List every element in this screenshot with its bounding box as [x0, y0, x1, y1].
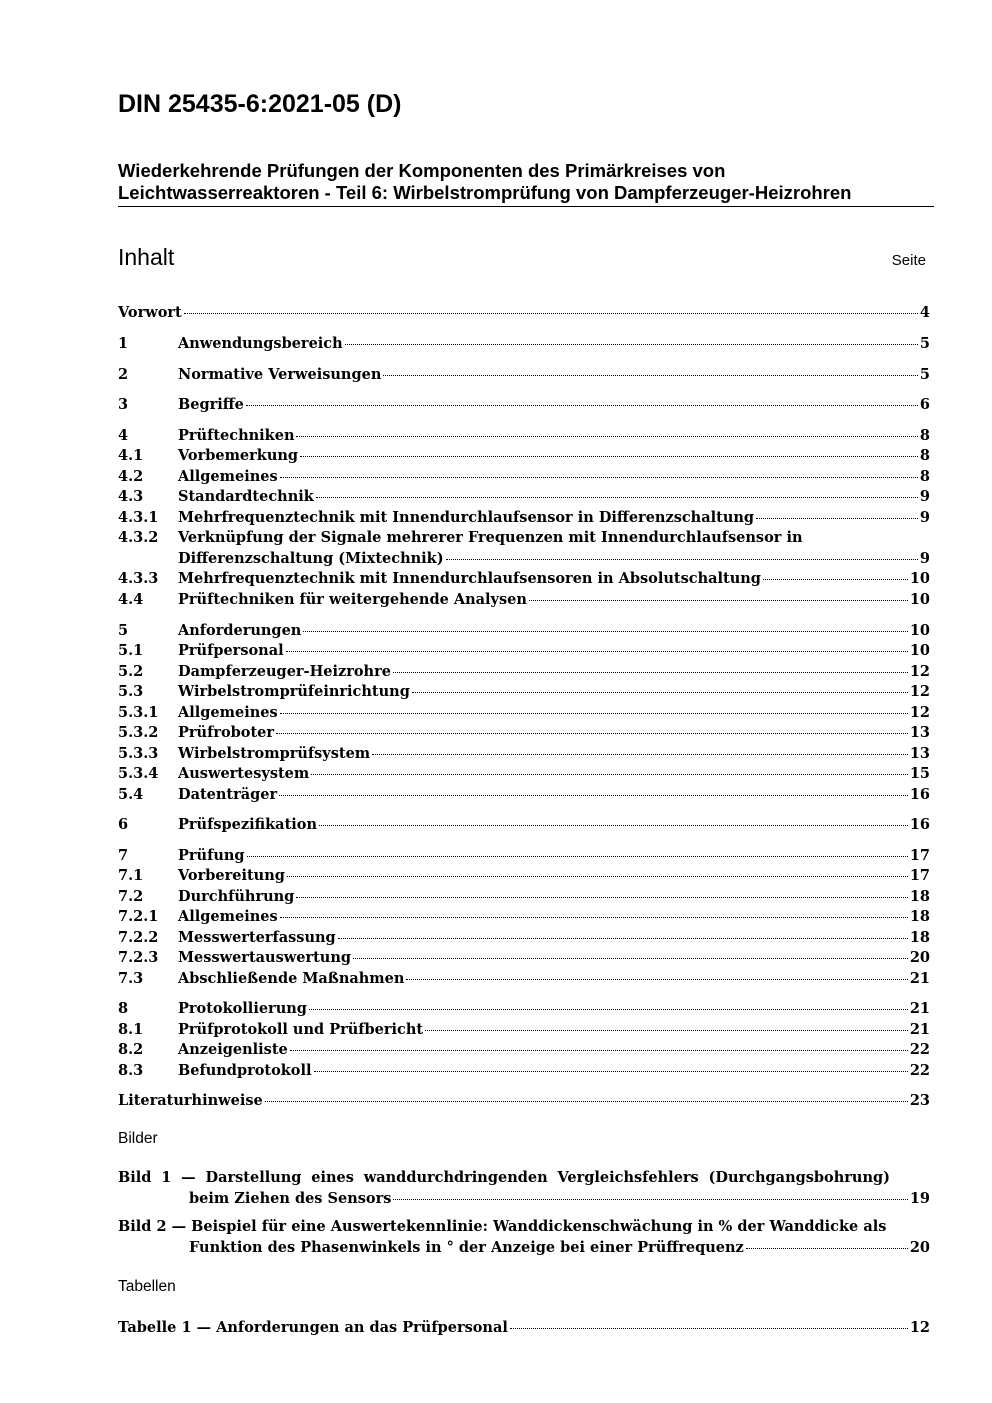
toc-entry-number: 4 — [118, 427, 129, 444]
toc-entry[interactable] — [118, 866, 930, 887]
toc-entry-line — [178, 334, 930, 355]
dot-leader — [353, 958, 908, 959]
dot-leader — [314, 1071, 908, 1072]
toc-entry-line — [178, 999, 930, 1020]
toc-entry-title: Anzeigenliste — [178, 1041, 288, 1058]
toc-entry-title: Allgemeines — [178, 704, 278, 721]
toc-entry-title: Literaturhinweise — [118, 1092, 263, 1109]
dot-leader — [296, 436, 917, 437]
toc-entry-title: Messwertauswertung — [178, 949, 352, 966]
toc-entry-line — [178, 549, 930, 570]
toc-entry-line — [178, 426, 930, 447]
toc-entry-title: Mehrfrequenztechnik mit Innendurchlaufsensor in Differenzschaltung — [178, 509, 755, 526]
dot-leader — [296, 897, 908, 898]
toc-entry-title: Allgemeines — [178, 908, 278, 925]
dot-leader — [184, 313, 918, 314]
figure-entry-title-line1: Bild 1 — Darstellung eines wanddurchdringenden Vergleichsfehlers (Durchgangsbohrung) — [118, 1169, 890, 1186]
toc-entry[interactable] — [118, 528, 930, 569]
toc-entry[interactable] — [118, 999, 930, 1020]
toc-entry-number: 5.4 — [118, 786, 144, 803]
toc-entry-number: 4.3.3 — [118, 570, 159, 587]
toc-entry-title: Prüfpersonal — [178, 642, 284, 659]
toc-entry-number: 8.2 — [118, 1041, 144, 1058]
figure-entry-page: 20 — [909, 1238, 930, 1256]
dot-leader — [425, 1030, 908, 1031]
toc-entry-number: 6 — [118, 816, 129, 833]
toc-entry[interactable] — [118, 703, 930, 724]
toc-entry-line — [178, 785, 930, 806]
toc-entry-line — [178, 395, 930, 416]
dot-leader — [290, 1050, 908, 1051]
toc-entry-number: 4.1 — [118, 447, 144, 464]
figure-entry-1[interactable] — [118, 1168, 930, 1209]
toc-entry-number: 4.3.1 — [118, 509, 159, 526]
toc-entry-title: Datenträger — [178, 786, 278, 803]
toc-entry[interactable] — [118, 815, 930, 836]
toc-entry-line — [178, 365, 930, 386]
figure-entry-line2 — [189, 1189, 930, 1210]
toc-entry-title-line1: Verknüpfung der Signale mehrerer Frequenzen mit Innendurchlaufsensor in — [178, 529, 803, 546]
toc-entry-title: Prüftechniken für weitergehende Analysen — [178, 591, 527, 608]
dot-leader — [406, 979, 907, 980]
toc-entry-title: Durchführung — [178, 888, 295, 905]
toc-entry-line — [178, 621, 930, 642]
toc-entry[interactable] — [118, 446, 930, 467]
toc-entry-page: 5 — [919, 366, 930, 383]
toc-entry-page: 17 — [909, 847, 930, 864]
figure-entry-title-line2: Funktion des Phasenwinkels in ° der Anzeige bei einer Prüffrequenz — [189, 1238, 744, 1256]
toc-entry[interactable] — [118, 682, 930, 703]
dot-leader — [446, 559, 918, 560]
toc-entry-number: 7.2.2 — [118, 929, 159, 946]
toc-entry[interactable] — [118, 467, 930, 488]
toc-entry-number: 3 — [118, 396, 129, 413]
toc-entry[interactable] — [118, 569, 930, 590]
toc-entry-page: 17 — [909, 867, 930, 884]
toc-entry-title: Prüfroboter — [178, 724, 275, 741]
toc-entry-number: 7.2 — [118, 888, 144, 905]
toc-entry[interactable] — [118, 426, 930, 447]
toc-entry-line — [178, 887, 930, 908]
toc-entry[interactable] — [118, 365, 930, 386]
toc-entry-line — [178, 1061, 930, 1082]
toc-entry[interactable] — [118, 969, 930, 990]
dot-leader — [319, 825, 908, 826]
toc-entry-page: 12 — [909, 663, 930, 680]
toc-entry-number: 5.1 — [118, 642, 144, 659]
toc-entry-page: 18 — [909, 929, 930, 946]
toc-entry-title: Differenzschaltung (Mixtechnik) — [178, 549, 444, 567]
toc-entry-page: 13 — [909, 745, 930, 762]
dot-leader — [246, 405, 918, 406]
toc-entry-number: 5 — [118, 622, 129, 639]
toc-entry-page: 4 — [919, 304, 930, 321]
toc-entry-number: 7.2.3 — [118, 949, 159, 966]
toc-entry-line — [178, 866, 930, 887]
page-column-label: Seite — [891, 252, 926, 269]
toc-entry[interactable] — [118, 1091, 930, 1112]
toc-entry-page: 18 — [909, 888, 930, 905]
toc-entry-line — [178, 928, 930, 949]
toc-entry-number: 2 — [118, 366, 129, 383]
dot-leader — [247, 856, 908, 857]
toc-entry[interactable] — [118, 1040, 930, 1061]
toc-entry-page: 15 — [909, 765, 930, 782]
toc-entry-page: 8 — [919, 427, 930, 444]
toc-entry-number: 4.3 — [118, 488, 144, 505]
toc-entry[interactable] — [118, 887, 930, 908]
toc-entry-title: Prüfung — [178, 847, 245, 864]
toc-entry-line — [178, 969, 930, 990]
toc-entry-title: Messwerterfassung — [178, 929, 336, 946]
toc-entry-line — [178, 744, 930, 765]
contents-heading: Inhalt — [118, 244, 175, 270]
toc-entry-title: Wirbelstromprüfsystem — [178, 745, 371, 762]
toc-entry[interactable] — [118, 764, 930, 785]
toc-entry-line — [178, 1020, 930, 1041]
dot-leader — [412, 692, 908, 693]
toc-entry[interactable] — [118, 303, 930, 324]
toc-entry-page: 10 — [909, 622, 930, 639]
toc-entry-page: 9 — [919, 549, 930, 567]
dot-leader — [280, 713, 908, 714]
document-title-line2: Leichtwasserreaktoren - Teil 6: Wirbelstromprüfung von Dampferzeuger-Heizrohren — [118, 182, 852, 203]
dot-leader — [276, 733, 908, 734]
toc-entry-number: 5.3.2 — [118, 724, 159, 741]
toc-entry-page: 12 — [909, 704, 930, 721]
toc-entry-page: 5 — [919, 335, 930, 352]
toc-entry[interactable] — [118, 723, 930, 744]
dot-leader — [279, 795, 908, 796]
toc-entry[interactable] — [118, 846, 930, 867]
toc-entry-line — [178, 723, 930, 744]
dot-leader — [287, 876, 908, 877]
toc-entry-page: 21 — [909, 970, 930, 987]
toc-entry-title: Begriffe — [178, 396, 244, 413]
toc-entry-title: Standardtechnik — [178, 488, 314, 505]
toc-entry-title: Abschließende Maßnahmen — [178, 970, 405, 987]
toc-entry-title: Anforderungen — [178, 622, 302, 639]
toc-entry-number: 5.3.4 — [118, 765, 159, 782]
toc-entry-title: Wirbelstromprüfeinrichtung — [178, 683, 410, 700]
figure-entry-title-line2: beim Ziehen des Sensors — [189, 1189, 392, 1207]
toc-entry-page: 23 — [909, 1092, 930, 1109]
toc-entry-line — [178, 508, 930, 529]
toc-entry-line — [178, 662, 930, 683]
dot-leader — [345, 344, 918, 345]
dot-leader — [316, 497, 918, 498]
table-entry-1[interactable] — [118, 1318, 930, 1339]
toc-entry-page: 10 — [909, 591, 930, 608]
dot-leader — [280, 917, 908, 918]
dot-leader — [265, 1101, 908, 1102]
toc-entry-page: 22 — [909, 1041, 930, 1058]
toc-entry-number: 8.1 — [118, 1021, 144, 1038]
toc-entry-number: 7.3 — [118, 970, 144, 987]
table-entry-title: Tabelle 1 — Anforderungen an das Prüfpersonal — [118, 1319, 508, 1336]
figure-entry-page: 19 — [909, 1189, 930, 1207]
toc-entry[interactable] — [118, 641, 930, 662]
toc-entry-page: 9 — [919, 488, 930, 505]
dot-leader — [393, 1199, 907, 1200]
toc-entry-line — [178, 641, 930, 662]
dot-leader — [280, 477, 918, 478]
toc-entry-line — [178, 764, 930, 785]
toc-entry-line — [178, 569, 930, 590]
toc-entry-title: Protokollierung — [178, 1000, 307, 1017]
toc-entry-title: Allgemeines — [178, 468, 278, 485]
toc-entry-page: 21 — [909, 1021, 930, 1038]
toc-entry-title: Prüfprotokoll und Prüfbericht — [178, 1021, 424, 1038]
figure-entry-2[interactable] — [118, 1217, 930, 1258]
dot-leader — [309, 1009, 908, 1010]
toc-entry-page: 10 — [909, 642, 930, 659]
dot-leader — [303, 631, 907, 632]
toc-entry[interactable] — [118, 948, 930, 969]
toc-entry[interactable] — [118, 395, 930, 416]
toc-entry-number: 4.2 — [118, 468, 144, 485]
toc-entry-title: Normative Verweisungen — [178, 366, 382, 383]
toc-entry-line — [178, 487, 930, 508]
dot-leader — [763, 579, 908, 580]
toc-entry-page: 6 — [919, 396, 930, 413]
document-title-line1: Wiederkehrende Prüfungen der Komponenten des Primärkreises von — [118, 160, 726, 181]
toc-entry-title: Vorwort — [118, 304, 182, 321]
table-entry-line — [118, 1318, 930, 1339]
toc-entry-page: 12 — [909, 683, 930, 700]
toc-entry-number: 7.1 — [118, 867, 144, 884]
toc-entry[interactable] — [118, 785, 930, 806]
dot-leader — [510, 1328, 908, 1329]
toc-entry-number: 7 — [118, 847, 129, 864]
toc-entry-line — [118, 1091, 930, 1112]
figure-entry-line2 — [189, 1238, 930, 1259]
dot-leader — [756, 518, 918, 519]
toc-entry-number: 5.3.1 — [118, 704, 159, 721]
toc-entry-line — [178, 703, 930, 724]
toc-entry-title: Prüftechniken — [178, 427, 295, 444]
dot-leader — [300, 456, 918, 457]
toc-entry[interactable] — [118, 487, 930, 508]
toc-entry-page: 20 — [909, 949, 930, 966]
toc-entry-title: Dampferzeuger-Heizrohre — [178, 663, 391, 680]
toc-entry-line — [178, 846, 930, 867]
toc-entry-page: 13 — [909, 724, 930, 741]
toc-entry-line — [178, 948, 930, 969]
toc-entry-page: 16 — [909, 786, 930, 803]
toc-entry-line — [178, 1040, 930, 1061]
toc-entry-title: Vorbereitung — [178, 867, 285, 884]
toc-entry[interactable] — [118, 907, 930, 928]
toc-entry-page: 8 — [919, 468, 930, 485]
toc-entry[interactable] — [118, 621, 930, 642]
toc-entry-page: 8 — [919, 447, 930, 464]
toc-entry[interactable] — [118, 662, 930, 683]
toc-entry-page: 10 — [909, 570, 930, 587]
toc-entry-line — [178, 446, 930, 467]
toc-entry[interactable] — [118, 508, 930, 529]
toc-entry-number: 1 — [118, 335, 129, 352]
toc-entry-number: 4.3.2 — [118, 529, 159, 546]
toc-entry-page: 16 — [909, 816, 930, 833]
toc-entry-line — [178, 907, 930, 928]
toc-entry-line — [118, 303, 930, 324]
dot-leader — [746, 1248, 908, 1249]
toc-entry-line — [178, 590, 930, 611]
toc-entry-title: Anwendungsbereich — [178, 335, 343, 352]
tables-label: Tabellen — [118, 1278, 176, 1295]
toc-entry-line — [178, 815, 930, 836]
document-title — [118, 160, 934, 207]
toc-entry-number: 5.3.3 — [118, 745, 159, 762]
dot-leader — [286, 651, 908, 652]
toc-entry[interactable] — [118, 590, 930, 611]
dot-leader — [372, 754, 908, 755]
dot-leader — [393, 672, 908, 673]
toc-entry-number: 4.4 — [118, 591, 144, 608]
table-entry-page: 12 — [909, 1319, 930, 1336]
figures-label: Bilder — [118, 1130, 158, 1147]
toc-entry-page: 22 — [909, 1062, 930, 1079]
toc-entry-line — [178, 682, 930, 703]
toc-entry-number: 7.2.1 — [118, 908, 159, 925]
document-id: DIN 25435-6:2021-05 (D) — [118, 90, 402, 118]
toc-entry-page: 18 — [909, 908, 930, 925]
toc-entry-page: 9 — [919, 509, 930, 526]
toc-entry-title: Mehrfrequenztechnik mit Innendurchlaufsensoren in Absolutschaltung — [178, 570, 761, 587]
toc-entry-title: Prüfspezifikation — [178, 816, 317, 833]
toc-entry-title: Auswertesystem — [178, 765, 310, 782]
toc-entry[interactable] — [118, 928, 930, 949]
toc-entry-title: Befundprotokoll — [178, 1062, 312, 1079]
dot-leader — [383, 375, 918, 376]
toc-entry-number: 5.2 — [118, 663, 144, 680]
toc-entry-number: 8.3 — [118, 1062, 144, 1079]
toc-entry-line — [178, 467, 930, 488]
toc-entry[interactable] — [118, 1020, 930, 1041]
toc-entry[interactable] — [118, 334, 930, 355]
dot-leader — [338, 938, 908, 939]
toc-entry[interactable] — [118, 744, 930, 765]
toc-entry-number: 5.3 — [118, 683, 144, 700]
toc-entry-page: 21 — [909, 1000, 930, 1017]
toc-entry-title: Vorbemerkung — [178, 447, 299, 464]
figure-entry-title-line1: Bild 2 — Beispiel für eine Auswertekennlinie: Wanddickenschwächung in % der Wanddicke als — [118, 1218, 887, 1235]
dot-leader — [529, 600, 908, 601]
toc-entry[interactable] — [118, 1061, 930, 1082]
toc-entry-number: 8 — [118, 1000, 129, 1017]
dot-leader — [311, 774, 908, 775]
